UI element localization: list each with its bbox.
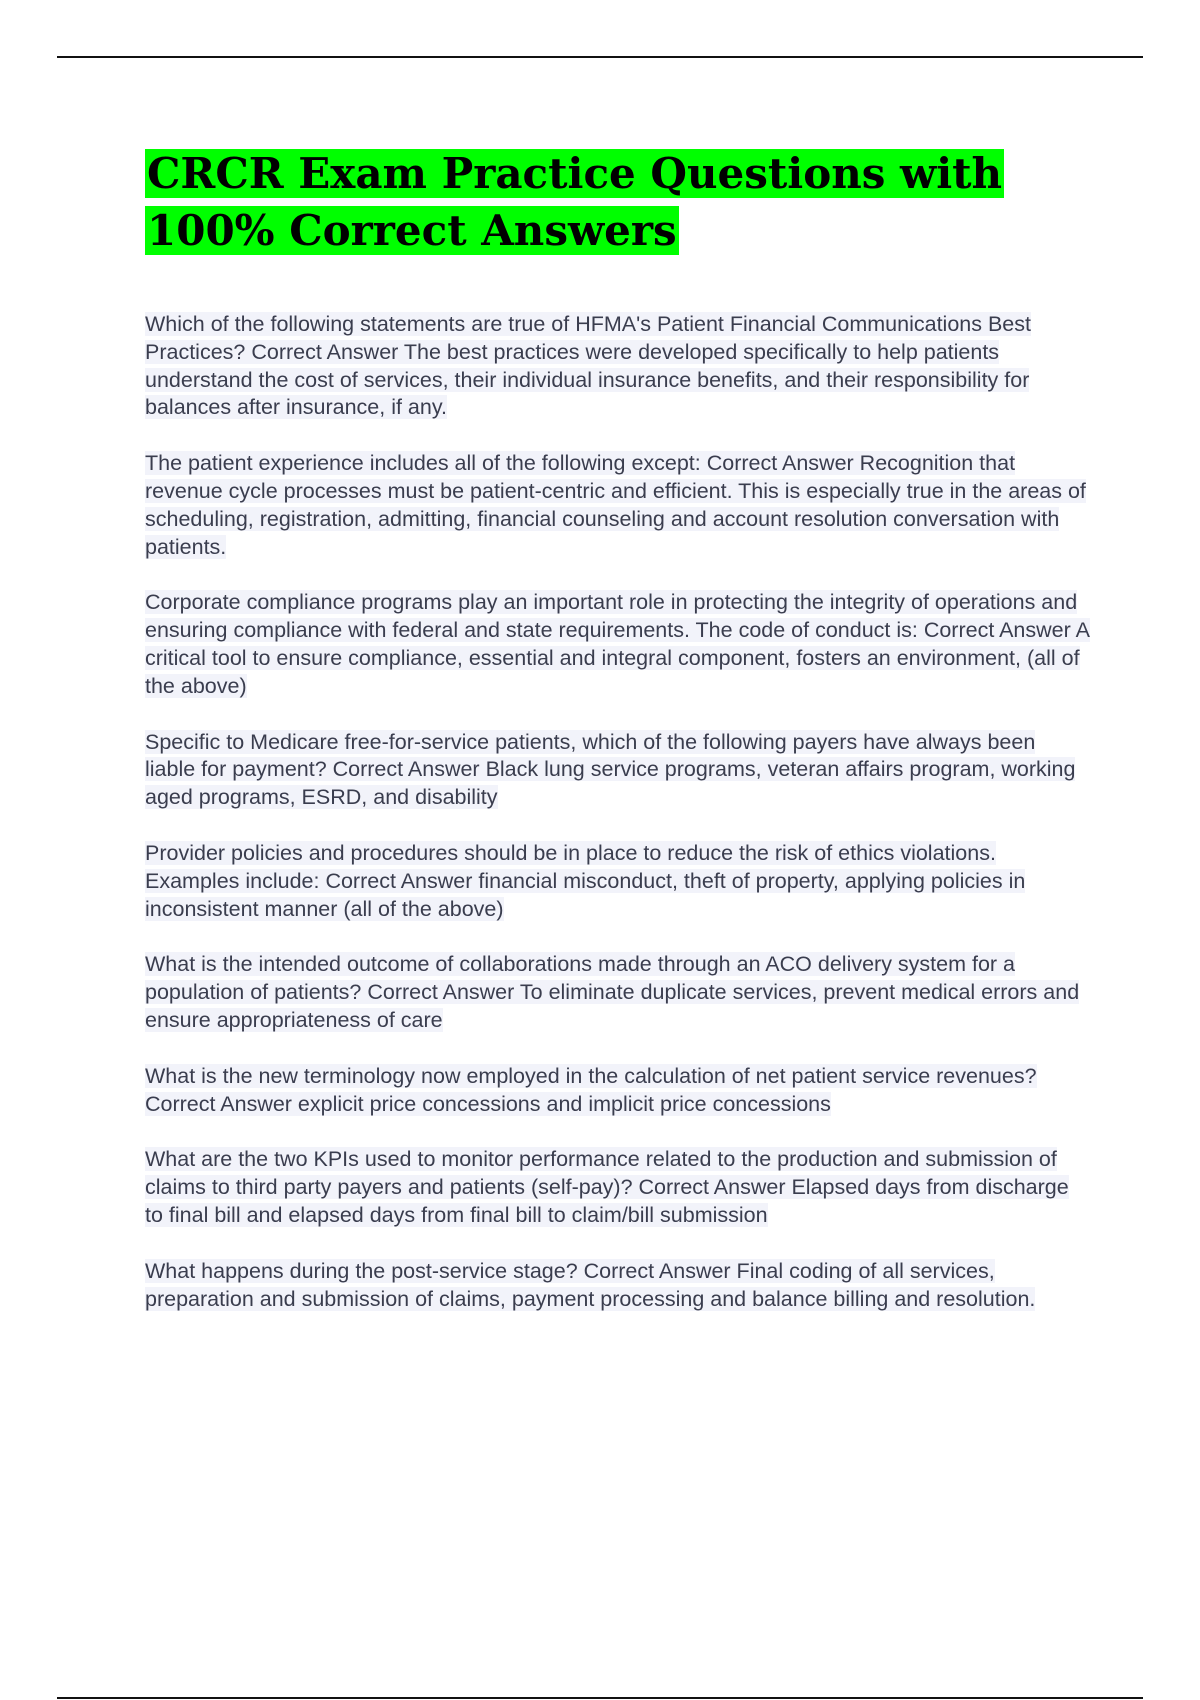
qa-item: Provider policies and procedures should be in place to reduce the risk of ethics violations. Examples include: Correct Answer financial misconduct, theft of property, applying policies in inconsistent manner (all of the above) [145,840,1026,921]
qa-item: The patient experience includes all of the following except: Correct Answer Recognition that revenue cycle processes must be patient-centric and efficient. This is especially true in the areas of scheduling, registration, admitting, financial counseling and account resolution conversation with patients. [145,451,1086,559]
qa-item: Corporate compliance programs play an important role in protecting the integrity of operations and ensuring compliance with federal and state requirements. The code of conduct is: Correct Answer A critical tool to ensure compliance, essential and integral component, fosters an environment, (all of the above) [145,590,1090,698]
qa-item: What are the two KPIs used to monitor performance related to the production and submission of claims to third party payers and patients (self-pay)? Correct Answer Elapsed days from discharge to final bill and elapsed days from final bill to claim/bill submission [145,1147,1069,1227]
qa-item: Which of the following statements are true of HFMA's Patient Financial Communications Best Practices? Correct Answer The best practices were developed specifically to help patients understand the cost of services, their individual insurance benefits, and their responsibility for balances after insurance, if any. [145,312,1031,420]
bottom-rule [57,1697,1143,1699]
title-highlight: CRCR Exam Practice Questions with 100% Correct Answers [147,149,1003,255]
document-title [145,145,1085,259]
qa-item: What happens during the post-service stage? Correct Answer Final coding of all services, preparation and submission of claims, payment processing and balance billing and resolution. [145,1258,1036,1311]
title-block [145,145,1085,259]
qa-item: What is the new terminology now employed in the calculation of net patient service revenues? Correct Answer explicit price concessions and implicit price concessions [145,1063,1037,1116]
qa-item: Specific to Medicare free-for-service patients, which of the following payers have always been liable for payment? Correct Answer Black lung service programs, veteran affairs program, working aged programs, ESRD, and disability [145,729,1076,810]
top-rule [57,56,1143,58]
qa-item: What is the intended outcome of collaborations made through an ACO delivery system for a population of patients? Correct Answer To eliminate duplicate services, prevent medical errors and ensure appropriateness of care [145,952,1080,1032]
qa-list [145,311,1090,1341]
